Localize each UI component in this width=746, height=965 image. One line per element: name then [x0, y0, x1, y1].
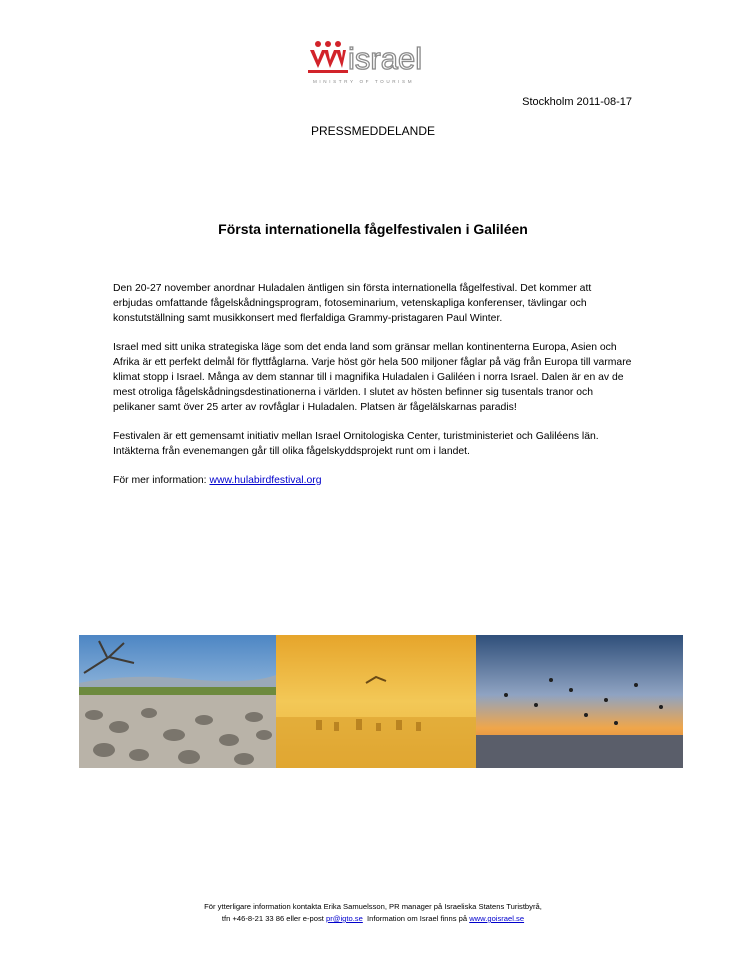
paragraph-1: Den 20-27 november anordnar Huladalen äntligen sin första internationella fågelfestival. Det kommer att erbjudas omfattande fågelskådningsprogram, fotoseminarium, vetenskapliga konferenser, tävlingar och konstutställning samt musikkonsert med flerfaldiga Grammy-pristagaren Paul Winter.: [113, 283, 592, 324]
sunset-birds-photo: [476, 635, 683, 768]
sunrise-lake-photo: [276, 635, 476, 768]
body-text: [113, 281, 633, 502]
logo-wordmark: israel: [348, 41, 423, 76]
date-line: Stockholm 2011-08-17: [522, 96, 632, 108]
footer-contact: [0, 901, 746, 925]
more-info-label: För mer information:: [113, 475, 210, 486]
festival-website-link[interactable]: www.hulabirdfestival.org: [209, 475, 322, 486]
paragraph-3: Festivalen är ett gemensamt initiativ mellan Israel Ornitologiska Center, turistministeriet och Galiléens län. Intäkterna från evenemangen går till olika fågelskyddsprojekt runt om i landet.: [113, 431, 599, 457]
footer-line-2: [0, 913, 746, 925]
goisrael-website-link[interactable]: www.goisrael.se: [469, 914, 525, 923]
logo-subtitle: MINISTRY OF TOURISM: [313, 79, 415, 84]
photo-strip: [79, 635, 683, 768]
ministry-of-tourism-logo: [308, 38, 440, 86]
email-link[interactable]: pr@igto.se: [325, 914, 363, 923]
paragraph-2: Israel med sitt unika strategiska läge som det enda land som gränsar mellan kontinenterna Europa, Asien och Afrika är ett perfekt delmål för flyttfåglarna. Varje höst gör hela 500 miljoner fåglar på väg från Europa till varmare klimat stopp i Israel. Många av dem stannar till i magnifika Huladalen i Galiléen i norra Israel. Dalen är en av de mest otroliga fågelskådningsdestinationerna i världen. I slutet av hösten befinner sig tusentals tranor och pelikaner samt över 25 arter av rovfåglar i Huladalen. Platsen är fågelälskarnas paradis!: [113, 342, 632, 413]
document-type: PRESSMEDDELANDE: [310, 124, 436, 138]
cranes-field-photo: [79, 635, 276, 768]
footer-line-1: För ytterligare information kontakta Erika Samuelsson, PR manager på Israeliska Statens Turistbyrå,: [204, 902, 542, 911]
more-info-line: [113, 473, 633, 488]
footer-info-text: Information om Israel finns på: [362, 914, 470, 923]
footer-phone-text: tfn +46-8-21 33 86 eller e-post: [221, 914, 326, 923]
press-release-title: Första internationella fågelfestivalen i Galiléen: [218, 221, 528, 237]
